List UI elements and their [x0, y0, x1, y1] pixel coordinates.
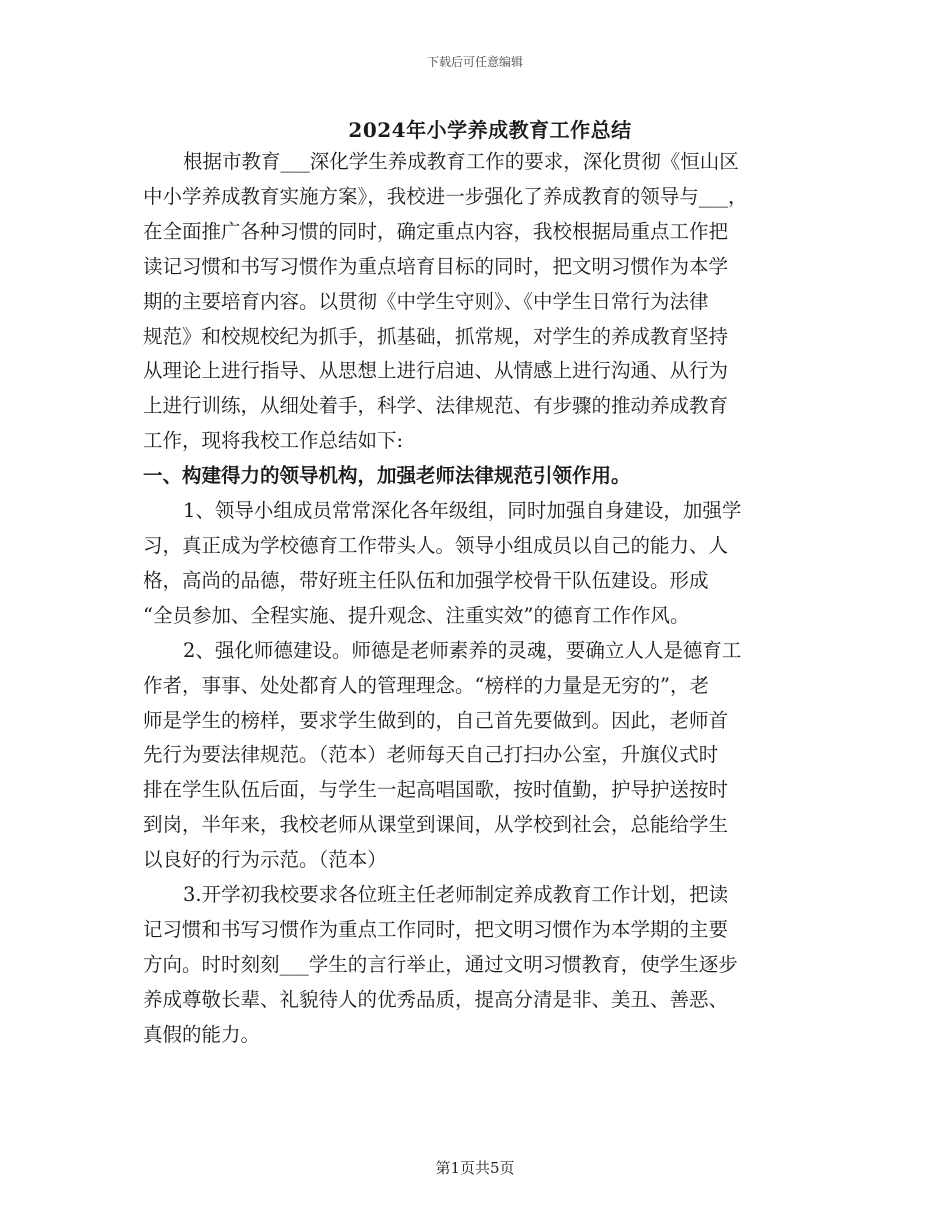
paragraph-1 [143, 494, 808, 634]
text-line: 方向。时时刻刻___学生的言行举止，通过文明习惯教育，使学生逐步 [143, 952, 738, 976]
text-line: 工作，现将我校工作总结如下: [143, 429, 404, 453]
text-line: 在全面推广各种习惯的同时，确定重点内容，我校根据局重点工作把 [143, 219, 729, 243]
document-title: 2024年小学养成教育工作总结 [348, 118, 632, 142]
text-line: 读记习惯和书写习惯作为重点培育目标的同时，把文明习惯作为本学 [143, 254, 729, 278]
page-header-note: 下载后可任意编辑 [426, 55, 523, 69]
text-line: 1、领导小组成员常常深化各年级组，同时加强自身建设，加强学 [183, 499, 742, 523]
text-line: 师是学生的榜样，要求学生做到的，自己首先要做到。因此，老师首 [143, 708, 729, 732]
document-body [143, 145, 808, 1053]
text-line: 养成尊敬长辈、礼貌待人的优秀品质，提高分清是非、美丑、善恶、 [143, 987, 729, 1011]
text-line: “全员参加、全程实施、提升观念、注重实效”的德育工作作风。 [143, 603, 690, 627]
text-line: 先行为要法律规范。（范本）老师每天自己打扫办公室，升旗仪式时 [143, 743, 719, 767]
text-line: 期的主要培育内容。以贯彻《中学生守则》、《中学生日常行为法律 [143, 289, 709, 313]
text-line: 真假的能力。 [143, 1022, 261, 1046]
text-line: 规范》和校规校纪为抓手，抓基础，抓常规，对学生的养成教育坚持 [143, 324, 729, 348]
paragraph-3 [143, 878, 808, 1053]
text-line: 2、强化师德建设。师德是老师素养的灵魂，要确立人人是德育工 [183, 638, 742, 662]
text-line: 从理论上进行指导、从思想上进行启迪、从情感上进行沟通、从行为 [143, 359, 729, 383]
section-heading: 一、构建得力的领导机构，加强老师法律规范引领作用。 [143, 464, 631, 488]
text-line: 3.开学初我校要求各位班主任老师制定养成教育工作计划，把读 [183, 883, 729, 907]
intro-paragraph [143, 145, 808, 459]
text-line: 记习惯和书写习惯作为重点工作同时，把文明习惯作为本学期的主要 [143, 917, 729, 941]
text-line: 格，高尚的品德，带好班主任队伍和加强学校骨干队伍建设。形成 [143, 568, 709, 592]
text-line: 根据市教育___深化学生养成教育工作的要求，深化贯彻《恒山区 [183, 150, 739, 173]
text-line: 作者，事事、处处都育人的管理理念。“榜样的力量是无穷的”，老 [143, 673, 709, 697]
paragraph-2 [143, 634, 808, 878]
text-line: 排在学生队伍后面，与学生一起高唱国歌，按时值勤，护导护送按时 [143, 778, 729, 802]
text-line: 以良好的行为示范。（范本） [143, 848, 387, 872]
text-line: 到岗，半年来，我校老师从课堂到课间，从学校到社会，总能给学生 [143, 813, 729, 837]
text-line: 中小学养成教育实施方案》，我校进一步强化了养成教育的领导与___， [143, 184, 748, 208]
text-line: 习，真正成为学校德育工作带头人。领导小组成员以自己的能力、人 [143, 533, 729, 557]
text-line: 上进行训练，从细处着手，科学、法律规范、有步骤的推动养成教育 [143, 394, 729, 418]
page-number: 第1页共5页 [435, 1159, 515, 1177]
